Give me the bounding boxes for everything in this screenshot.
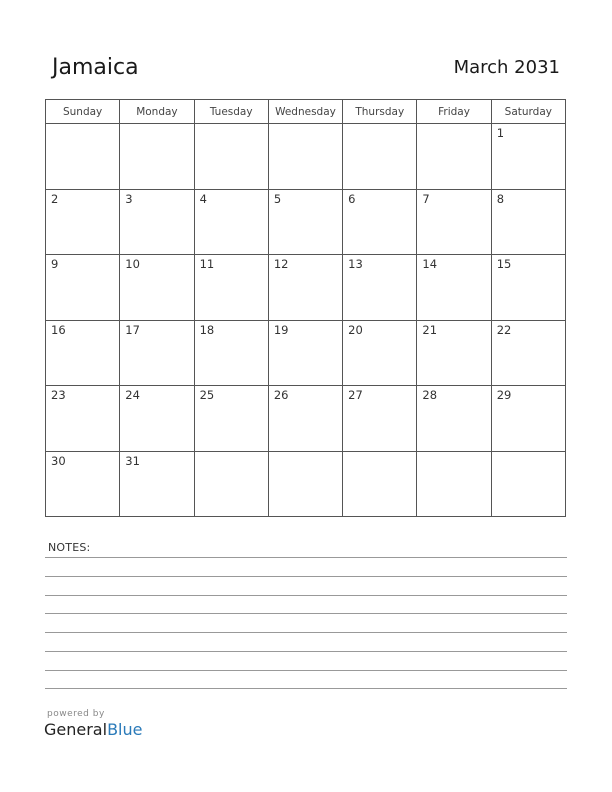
weekday-header: Saturday (491, 100, 565, 124)
day-number: 19 (273, 322, 289, 337)
day-number: 13 (348, 257, 363, 271)
day-number: 28 (422, 388, 438, 402)
day-cell (46, 320, 120, 386)
notes-line (45, 670, 567, 671)
week-row (46, 189, 566, 255)
day-cell (491, 320, 565, 386)
day-cell (343, 255, 417, 321)
day-number: 15 (496, 257, 512, 271)
day-number (195, 452, 268, 454)
day-cell (194, 255, 268, 321)
day-cell (417, 189, 491, 255)
day-cell (417, 124, 491, 190)
day-cell (417, 320, 491, 386)
day-cell (46, 451, 120, 517)
day-cell (343, 124, 417, 190)
month-year-title: March 2031 (453, 57, 560, 78)
day-number (417, 452, 490, 454)
day-cell (120, 320, 194, 386)
day-cell (343, 386, 417, 452)
day-number (120, 124, 193, 126)
calendar-grid (45, 99, 566, 517)
weekday-header-row (46, 100, 566, 124)
day-cell (268, 386, 342, 452)
country-title: Jamaica (52, 55, 139, 80)
day-number: 18 (199, 322, 215, 337)
day-cell (491, 255, 565, 321)
notes-line (45, 688, 567, 689)
weekday-header: Thursday (343, 100, 417, 124)
day-cell (46, 255, 120, 321)
week-row (46, 320, 566, 386)
day-number: 21 (422, 322, 438, 337)
day-cell (46, 124, 120, 190)
day-cell (120, 124, 194, 190)
day-cell (417, 255, 491, 321)
day-cell (343, 451, 417, 517)
day-cell (46, 189, 120, 255)
weekday-header: Friday (417, 100, 491, 124)
day-number: 7 (422, 191, 430, 206)
day-number (492, 452, 565, 454)
day-number: 5 (273, 191, 282, 206)
day-number: 4 (199, 191, 207, 206)
day-number: 27 (348, 388, 363, 402)
notes-line (45, 576, 567, 577)
day-number: 26 (273, 388, 289, 402)
day-number (46, 124, 119, 126)
day-cell (417, 386, 491, 452)
notes-line (45, 595, 567, 596)
day-number: 14 (422, 257, 438, 271)
day-cell (194, 124, 268, 190)
day-number: 17 (125, 322, 140, 337)
day-number: 31 (125, 453, 140, 468)
weekday-header: Sunday (46, 100, 120, 124)
notes-line (45, 632, 567, 633)
day-cell (194, 320, 268, 386)
brand-general-text: General (44, 720, 108, 739)
day-number: 10 (125, 257, 140, 271)
week-row (46, 386, 566, 452)
day-cell (491, 189, 565, 255)
day-number: 9 (51, 257, 59, 271)
generalblue-logo[interactable] (44, 720, 142, 739)
day-number: 30 (51, 453, 66, 468)
day-cell (268, 124, 342, 190)
week-row (46, 124, 566, 190)
notes-line (45, 557, 567, 558)
powered-by-label: powered by (47, 709, 105, 719)
day-cell (194, 451, 268, 517)
day-number: 23 (51, 388, 66, 402)
day-number (343, 452, 416, 454)
day-cell (491, 386, 565, 452)
day-number: 29 (496, 388, 512, 402)
week-row (46, 451, 566, 517)
notes-label: NOTES: (48, 541, 91, 554)
day-number: 25 (199, 388, 215, 402)
day-number: 24 (125, 388, 140, 402)
day-number (343, 124, 416, 126)
day-cell (343, 320, 417, 386)
weekday-header: Wednesday (268, 100, 342, 124)
day-number (269, 452, 342, 454)
weekday-header: Tuesday (194, 100, 268, 124)
day-cell (120, 386, 194, 452)
day-cell (120, 255, 194, 321)
notes-line (45, 651, 567, 652)
day-cell (343, 189, 417, 255)
day-number: 8 (496, 191, 505, 206)
notes-line (45, 613, 567, 614)
day-cell (491, 451, 565, 517)
day-number: 3 (125, 191, 133, 206)
day-cell (120, 451, 194, 517)
day-number: 16 (51, 322, 66, 337)
day-number (269, 124, 342, 126)
day-cell (268, 320, 342, 386)
week-row (46, 255, 566, 321)
brand-blue-text: Blue (107, 720, 143, 739)
day-number (195, 124, 268, 126)
day-number: 22 (496, 322, 512, 337)
day-number (417, 124, 490, 126)
day-cell (268, 189, 342, 255)
day-cell (491, 124, 565, 190)
day-cell (194, 189, 268, 255)
day-cell (268, 451, 342, 517)
day-number: 6 (348, 191, 356, 206)
day-number: 11 (199, 257, 215, 271)
day-cell (268, 255, 342, 321)
day-number: 1 (496, 126, 505, 140)
day-cell (417, 451, 491, 517)
day-cell (46, 386, 120, 452)
day-number: 2 (51, 191, 59, 206)
day-cell (194, 386, 268, 452)
day-number: 20 (348, 322, 363, 337)
day-number: 12 (273, 257, 289, 271)
day-cell (120, 189, 194, 255)
weekday-header: Monday (120, 100, 194, 124)
